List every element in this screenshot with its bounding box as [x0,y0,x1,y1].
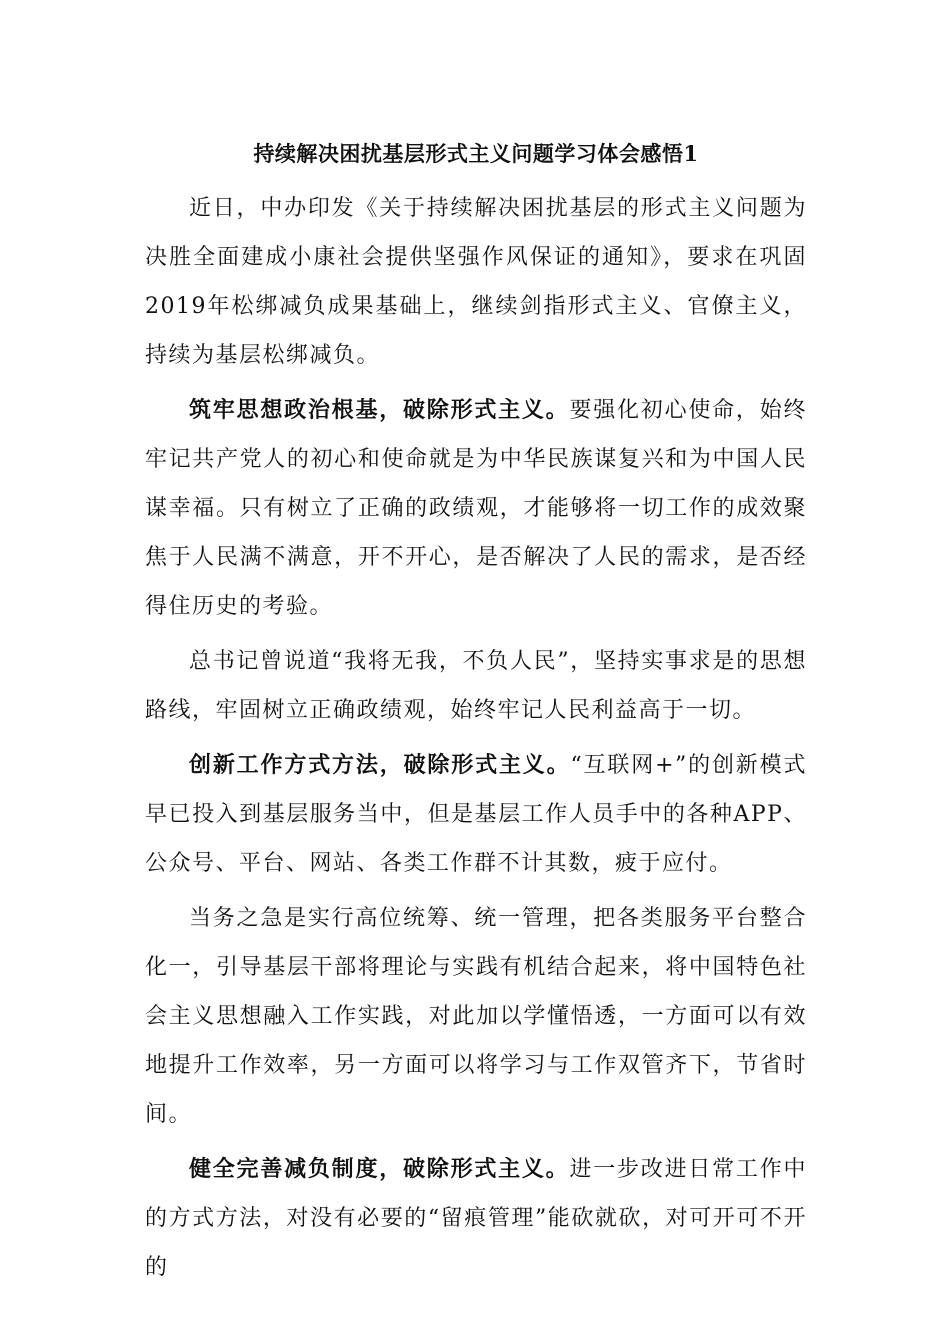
paragraph-2 [145,386,807,631]
paragraph-2-text: 要强化初心使命，始终牢记共产党人的初心和使命就是为中华民族谋复兴和为中国人民谋幸福。只有树立了正确的政绩观，才能够将一切工作的成效聚焦于人民满不满意，开不开心，是否解决了人民的需求，是否经得住历史的考验。 [145,398,807,619]
paragraph-6-text: 进一步改进日常工作中的方式方法，对没有必要的“留痕管理”能砍就砍，对可开可不开的 [145,1157,807,1280]
paragraph-4-text: “互联网+”的创新模式早已投入到基层服务当中，但是基层工作人员手中的各种APP、公众号、平台、网站、各类工作群不计其数，疲于应付。 [145,753,807,876]
paragraph-4-lead: 创新工作方式方法，破除形式主义。 [189,752,571,778]
paragraph-3-text: 总书记曾说道“我将无我，不负人民”，坚持实事求是的思想路线，牢固树立正确政绩观，始终牢记人民利益高于一切。 [145,649,807,723]
paragraph-1 [145,184,807,380]
document-page [145,135,807,1298]
paragraph-3 [145,637,807,735]
paragraph-5-text: 当务之急是实行高位统筹、统一管理，把各类服务平台整合化一，引导基层干部将理论与实践有机结合起来，将中国特色社会主义思想融入工作实践，对此加以学懂悟透，一方面可以有效地提升工作效率，另一方面可以将学习与工作双管齐下，节省时间。 [145,906,807,1127]
document-title: 持续解决困扰基层形式主义问题学习体会感悟1 [253,141,699,166]
paragraph-6 [145,1145,807,1292]
paragraph-6-lead: 健全完善减负制度，破除形式主义。 [189,1156,570,1182]
paragraph-2-lead: 筑牢思想政治根基，破除形式主义。 [189,397,570,423]
paragraph-1-text: 近日，中办印发《关于持续解决困扰基层的形式主义问题为决胜全面建成小康社会提供坚强作风保证的通知》，要求在巩固2019年松绑减负成果基础上，继续剑指形式主义、官僚主义，持续为基层松绑减负。 [145,196,807,368]
paragraph-5 [145,894,807,1139]
paragraph-4 [145,741,807,888]
